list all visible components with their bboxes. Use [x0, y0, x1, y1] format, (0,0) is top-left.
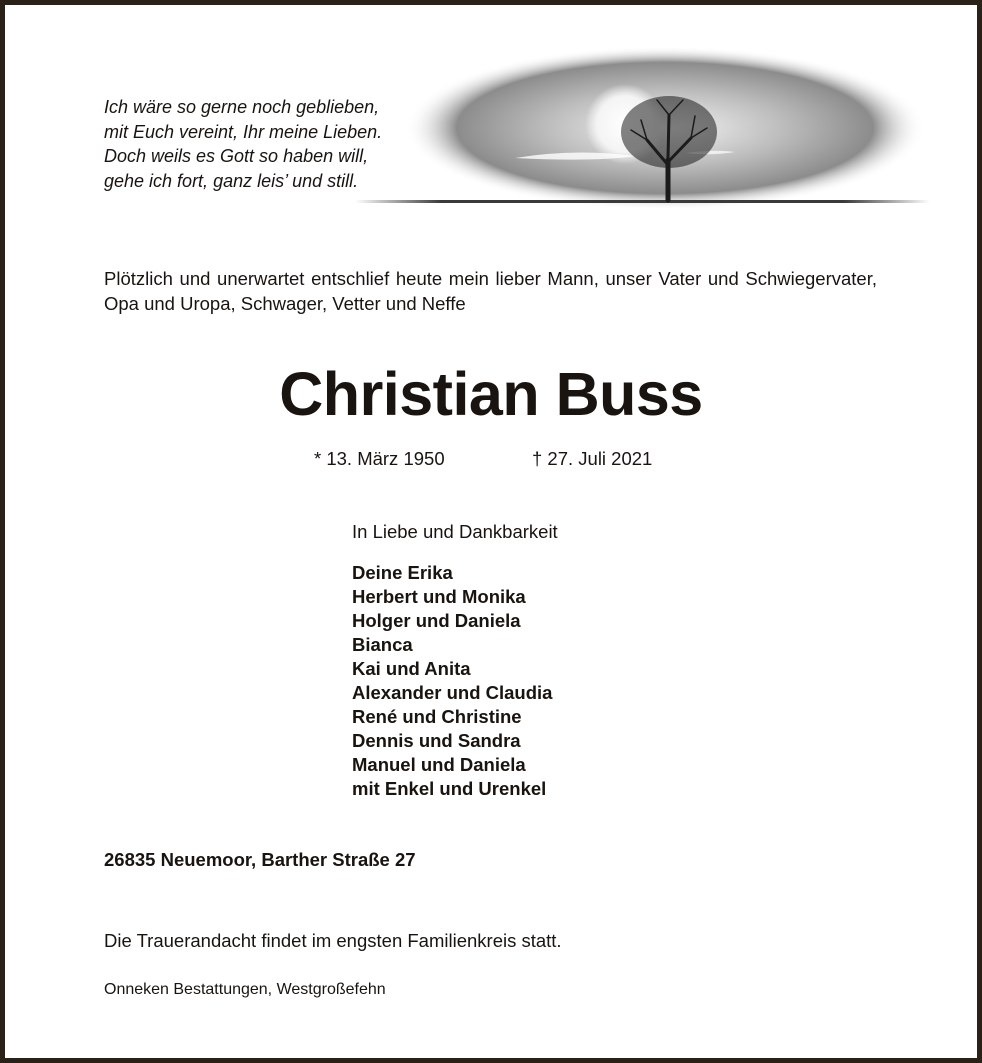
mourner-name: mit Enkel und Urenkel	[352, 778, 547, 799]
mourner-name: Holger und Daniela	[352, 610, 521, 631]
mourner-name: Dennis und Sandra	[352, 730, 521, 751]
address: 26835 Neuemoor, Barther Straße 27	[104, 849, 416, 870]
service-note: Die Trauerandacht findet im engsten Familienkreis statt.	[104, 930, 562, 951]
poem-line: mit Euch vereint, Ihr meine Lieben.	[104, 121, 383, 142]
poem	[104, 95, 382, 193]
mourner-name: Kai und Anita	[352, 658, 471, 679]
mourner-name: René und Christine	[352, 706, 522, 727]
mourner-name: Alexander und Claudia	[352, 682, 553, 703]
tree-landscape-image	[355, 40, 930, 215]
mourner-name: Herbert und Monika	[352, 586, 526, 607]
gratitude-line: In Liebe und Dankbarkeit	[352, 521, 558, 542]
mourner-name: Manuel und Daniela	[352, 754, 526, 775]
intro-text: Plötzlich und unerwartet entschlief heute mein lieber Mann, unser Vater und Schwiegervater, Opa und Uropa, Schwager, Vetter und Neffe	[104, 268, 877, 314]
death-date: † 27. Juli 2021	[532, 448, 653, 469]
mourner-name: Bianca	[352, 634, 413, 655]
deceased-name: Christian Buss	[279, 360, 703, 428]
undertaker: Onneken Bestattungen, Westgroßefehn	[104, 981, 386, 998]
poem-line: gehe ich fort, ganz leis’ und still.	[104, 170, 359, 191]
mourner-list	[352, 561, 552, 801]
poem-line: Doch weils es Gott so haben will,	[104, 146, 369, 166]
birth-date: * 13. März 1950	[314, 448, 445, 469]
mourner-name: Deine Erika	[352, 562, 453, 583]
poem-line: Ich wäre so gerne noch geblieben,	[104, 97, 380, 117]
